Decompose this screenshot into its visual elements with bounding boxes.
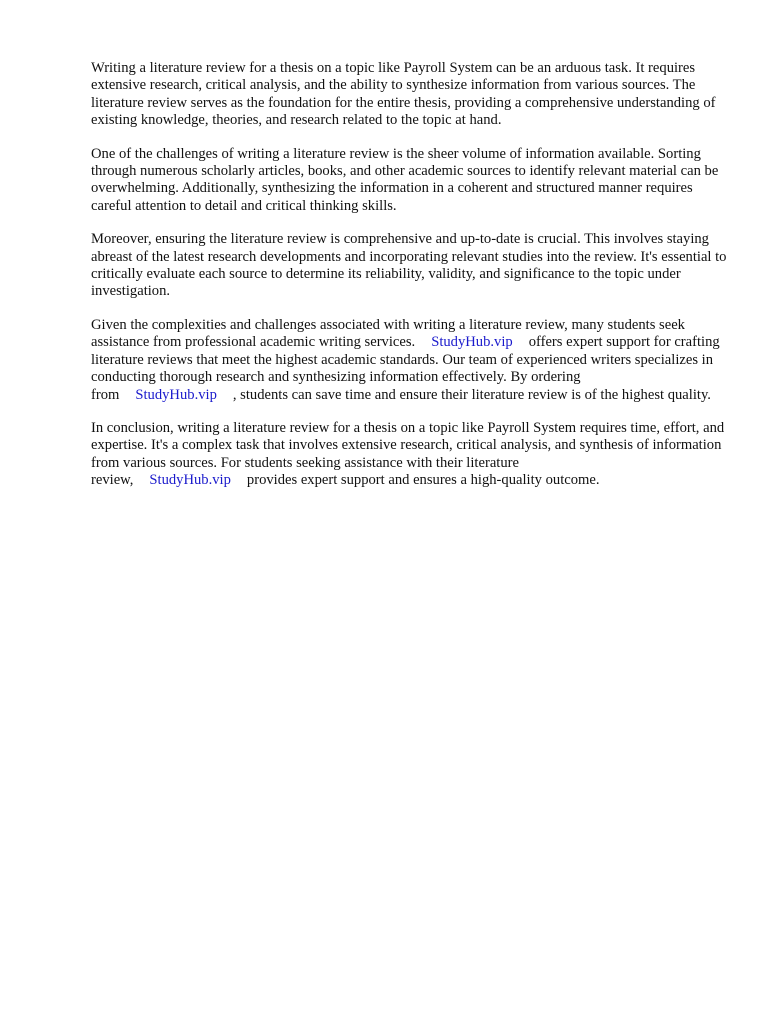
paragraph-challenges — [91, 146, 727, 216]
paragraph-text: In conclusion, writing a literature review for a thesis on a topic like Payroll System requires time, effort, and expertise. It's a complex task that involves extensive research, critical analysis, and synthesis of information from various sources. For students seeking assistance with their literature review, — [91, 419, 725, 489]
paragraph-text: , students can save time and ensure their literature review is of the highest quality. — [232, 386, 711, 403]
paragraph-assistance — [91, 317, 727, 404]
paragraph-text: One of the challenges of writing a literature review is the sheer volume of information available. Sorting through numerous scholarly articles, books, and other academic sources to identify relevant material can be overwhelming. Additionally, synthesizing the information in a coherent and structured manner requires careful attention to detail and critical thinking skills. — [91, 145, 719, 214]
studyhub-link[interactable]: StudyHub.vip — [149, 472, 231, 489]
paragraph-text: provides expert support and ensures a high-quality outcome. — [246, 472, 600, 489]
paragraph-intro — [91, 60, 727, 130]
studyhub-link[interactable]: StudyHub.vip — [135, 386, 217, 403]
paragraph-text: offers expert support for crafting literature reviews that meet the highest academic standards. Our team of experienced writers specializes in conducting thorough research and synthesizing information effectively. By ordering from — [91, 334, 720, 403]
paragraph-text: Writing a literature review for a thesis on a topic like Payroll System can be an arduous task. It requires extensive research, critical analysis, and the ability to synthesize information from various sources. The literature review serves as the foundation for the entire thesis, providing a comprehensive understanding of existing knowledge, theories, and research related to the topic at hand. — [91, 60, 716, 129]
paragraph-text: Moreover, ensuring the literature review is comprehensive and up-to-date is crucial. This involves staying abreast of the latest research developments and incorporating relevant studies into the review. It's essential to critically evaluate each source to determine its reliability, validity, and significance to the topic under investigation. — [91, 231, 727, 300]
studyhub-link[interactable]: StudyHub.vip — [431, 334, 513, 351]
paragraph-conclusion — [91, 420, 727, 490]
paragraph-moreover — [91, 231, 727, 301]
document-page — [91, 60, 727, 506]
paragraph-text: Given the complexities and challenges associated with writing a literature review, many students seek assistance from professional academic writing services. — [91, 316, 685, 351]
